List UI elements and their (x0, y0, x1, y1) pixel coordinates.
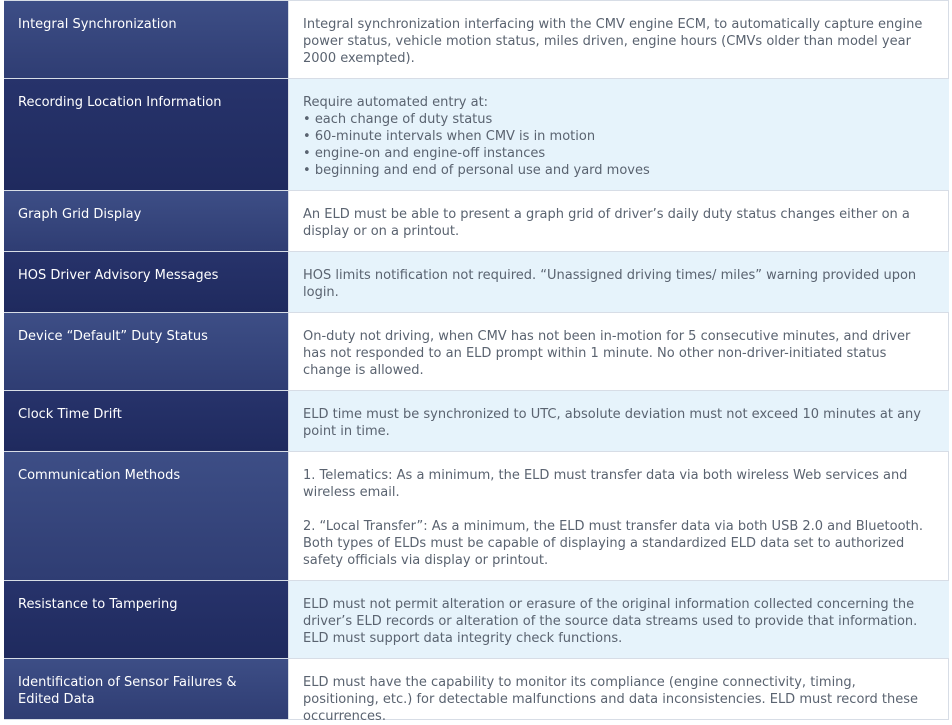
row-label: Graph Grid Display (4, 191, 288, 251)
row-description (288, 313, 949, 390)
list-item: • beginning and end of personal use and yard moves (303, 162, 935, 179)
description-paragraph-2: 2. “Local Transfer”: As a minimum, the ELD must transfer data via both USB 2.0 and Bluetooth. Both types of ELDs must be capable of displaying a standardized ELD data set to authorized safety officials via display or printout. (303, 519, 924, 568)
row-label: Clock Time Drift (4, 391, 288, 451)
description-intro: Require automated entry at: (303, 95, 489, 110)
row-label: Communication Methods (4, 452, 288, 580)
row-label: HOS Driver Advisory Messages (4, 252, 288, 312)
description-text: On-duty not driving, when CMV has not been in-motion for 5 consecutive minutes, and driver has not responded to an ELD prompt within 1 minute. No other non-driver-initiated status change is allowed. (303, 329, 911, 378)
table-row (4, 252, 949, 313)
description-text: HOS limits notification not required. “Unassigned driving times/ miles” warning provided upon login. (303, 268, 917, 300)
list-item: • engine-on and engine-off instances (303, 145, 935, 162)
bullet-list (303, 111, 935, 179)
table-row (4, 191, 949, 252)
table-row (4, 391, 949, 452)
table-row (4, 581, 949, 659)
row-description (288, 191, 949, 251)
row-description (288, 79, 949, 190)
description-text: ELD must have the capability to monitor its compliance (engine connectivity, timing, positioning, etc.) for detectable malfunctions and data inconsistencies. ELD must record these occurrences. (303, 675, 918, 724)
table-row (4, 659, 949, 724)
description-text: Integral synchronization interfacing with the CMV engine ECM, to automatically capture engine power status, vehicle motion status, miles driven, engine hours (CMVs older than model year 2000 exempted). (303, 17, 923, 66)
row-description (288, 1, 949, 78)
row-description (288, 252, 949, 312)
row-label: Device “Default” Duty Status (4, 313, 288, 390)
table-row (4, 79, 949, 191)
description-text: ELD time must be synchronized to UTC, absolute deviation must not exceed 10 minutes at any point in time. (303, 407, 921, 439)
table-row (4, 452, 949, 581)
list-item: • 60-minute intervals when CMV is in motion (303, 128, 935, 145)
description-text: An ELD must be able to present a graph grid of driver’s daily duty status changes either on a display or on a printout. (303, 207, 910, 239)
row-description (288, 581, 949, 658)
row-label: Integral Synchronization (4, 1, 288, 78)
description-text: ELD must not permit alteration or erasure of the original information collected concerning the driver’s ELD records or alteration of the source data streams used to provide that information. ELD must support data integrity check functions. (303, 597, 918, 646)
table-row (4, 0, 949, 79)
description-paragraph-1: 1. Telematics: As a minimum, the ELD must transfer data via both wireless Web services and wireless email. (303, 468, 908, 500)
row-label: Resistance to Tampering (4, 581, 288, 658)
list-item: • each change of duty status (303, 111, 935, 128)
row-label: Recording Location Information (4, 79, 288, 190)
table-row (4, 313, 949, 391)
row-description (288, 391, 949, 451)
row-description (288, 659, 949, 724)
row-description (288, 452, 949, 580)
row-label: Identification of Sensor Failures & Edited Data (4, 659, 288, 719)
eld-requirements-table (4, 0, 949, 724)
